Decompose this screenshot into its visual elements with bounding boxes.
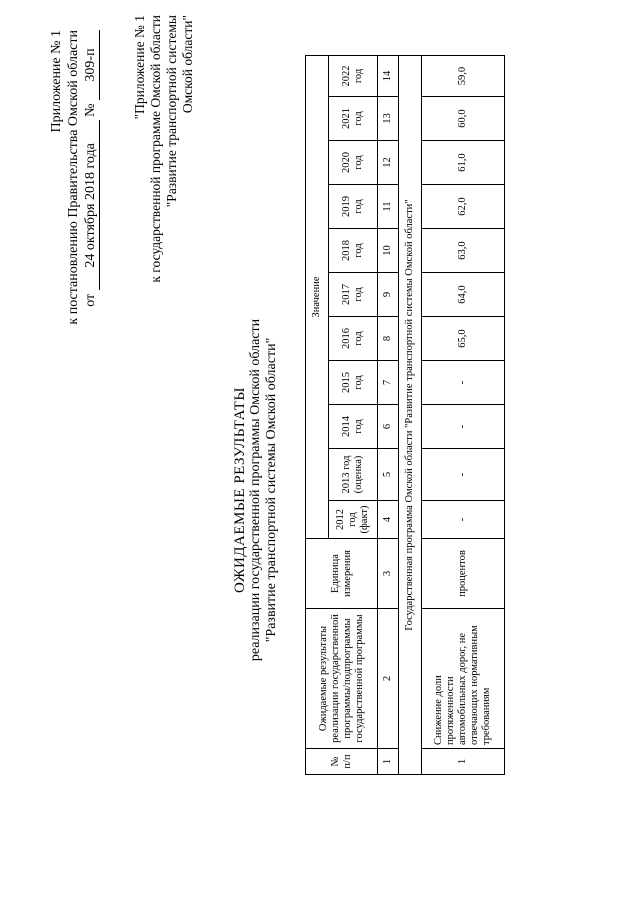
year-header: 2012 год (факт) (329, 501, 378, 539)
column-number: 10 (378, 229, 399, 273)
from-label: от (83, 293, 98, 307)
column-number: 7 (378, 361, 399, 405)
program-appendix-line3: "Развитие транспортной системы (164, 15, 179, 208)
row-value: 62,0 (422, 185, 505, 229)
year-header: 2013 год (оценка) (329, 449, 378, 501)
appendix-date-line (82, 30, 100, 360)
col-header-result: Ожидаемые результаты реализации государственной программы/подпрограммы государственной программы (306, 609, 378, 749)
year-header: 2017 год (329, 273, 378, 317)
column-number: 4 (378, 501, 399, 539)
row-value: - (422, 361, 505, 405)
row-value: 63,0 (422, 229, 505, 273)
section-row (399, 55, 422, 774)
column-number: 9 (378, 273, 399, 317)
column-number: 2 (378, 609, 399, 749)
title-line2: реализации государственной программы Омской области (248, 318, 263, 662)
appendix-subtitle: к постановлению Правительства Омской области (66, 30, 81, 325)
header-row (306, 55, 329, 774)
appendix-title: Приложение № 1 (49, 30, 64, 133)
col-header-value: Значение (306, 55, 329, 538)
column-number: 14 (378, 55, 399, 96)
col-header-num: № п/п (306, 749, 378, 775)
year-header: 2021 год (329, 97, 378, 141)
table-row (422, 55, 505, 774)
title-heading: ОЖИДАЕМЫЕ РЕЗУЛЬТАТЫ (232, 387, 248, 593)
row-number: 1 (422, 749, 505, 775)
year-header: 2014 год (329, 405, 378, 449)
column-number: 12 (378, 141, 399, 185)
decree-number: 309-п (82, 30, 100, 100)
program-appendix-header (132, 15, 196, 305)
year-header: 2016 год (329, 317, 378, 361)
column-number-row (378, 55, 399, 774)
program-appendix-line2: к государственной программе Омской области (148, 15, 163, 283)
row-value: 64,0 (422, 273, 505, 317)
row-value: - (422, 405, 505, 449)
year-header: 2015 год (329, 361, 378, 405)
column-number: 1 (378, 749, 399, 775)
column-number: 13 (378, 97, 399, 141)
decree-date: 24 октября 2018 года (82, 120, 100, 290)
year-header: 2018 год (329, 229, 378, 273)
row-value: - (422, 449, 505, 501)
program-appendix-line4: Омской области" (180, 15, 195, 114)
year-header: 2022 год (329, 55, 378, 96)
column-number: 11 (378, 185, 399, 229)
title-line3: "Развитие транспортной системы Омской области" (264, 337, 279, 643)
row-result: Снижение доли протяженности автомобильных дорог, не отвечающих нормативным требованиям (422, 609, 505, 749)
column-number: 8 (378, 317, 399, 361)
column-number: 5 (378, 449, 399, 501)
number-label: № (83, 103, 98, 117)
document-title (232, 225, 280, 755)
column-number: 6 (378, 405, 399, 449)
row-value: 61,0 (422, 141, 505, 185)
year-header: 2020 год (329, 141, 378, 185)
row-value: 59,0 (422, 55, 505, 96)
column-number: 3 (378, 539, 399, 609)
year-header: 2019 год (329, 185, 378, 229)
row-unit: процентов (422, 539, 505, 609)
appendix-header (48, 30, 100, 360)
program-appendix-line1: "Приложение № 1 (132, 15, 147, 120)
row-value: - (422, 501, 505, 539)
section-title: Государственная программа Омской области "Развитие транспортной системы Омской области" (399, 55, 422, 774)
row-value: 65,0 (422, 317, 505, 361)
row-value: 60,0 (422, 97, 505, 141)
col-header-unit: Единица измерения (306, 539, 378, 609)
results-table (305, 55, 505, 775)
